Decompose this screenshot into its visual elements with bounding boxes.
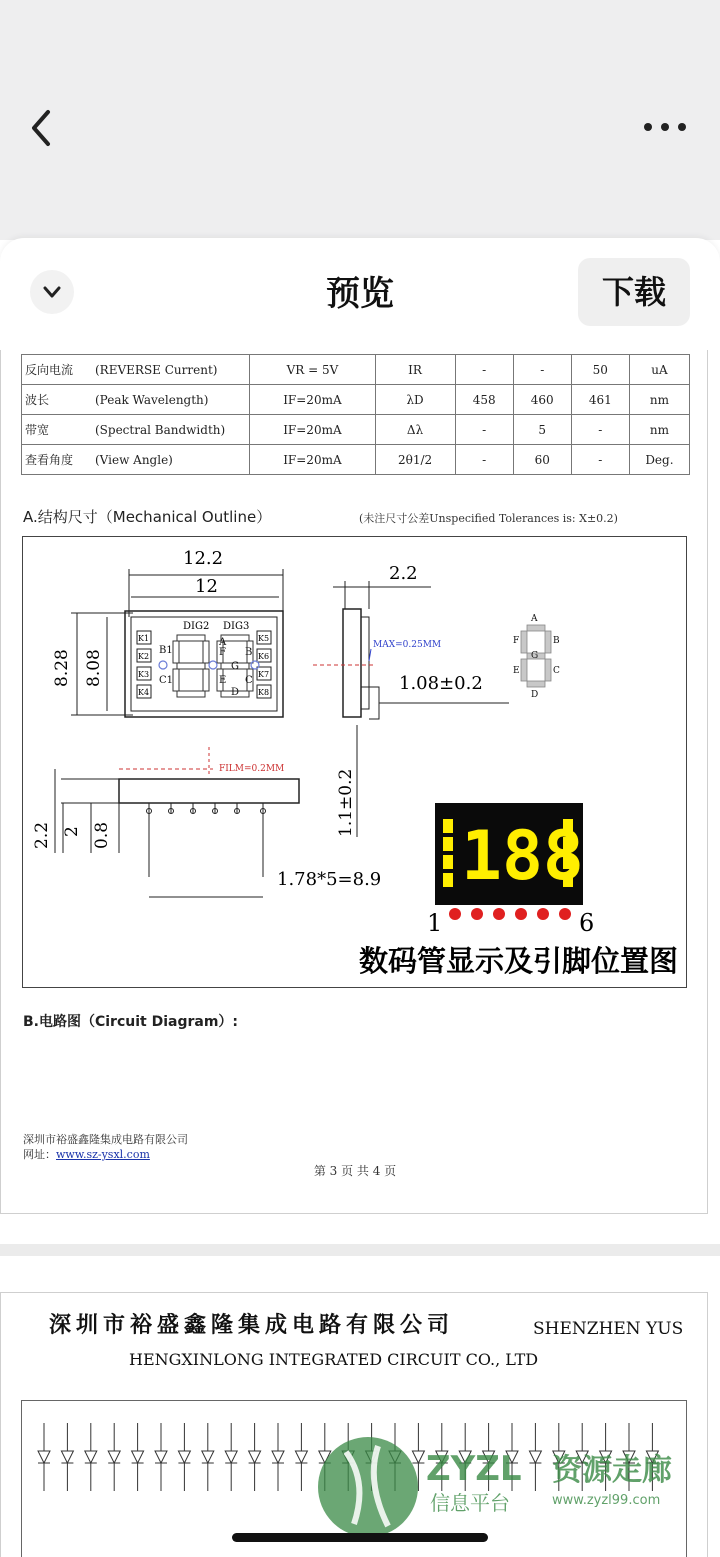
- seg-c1: C1: [159, 675, 174, 686]
- spec-name-zh: 查看角度: [25, 453, 74, 467]
- chevron-left-icon: [26, 104, 66, 152]
- spec-condition: IF=20mA: [250, 415, 375, 445]
- dim-2-2-top: 2.2: [389, 563, 418, 584]
- spec-symbol: λD: [375, 385, 455, 415]
- dim-pitch: 1.78*5=8.9: [277, 869, 382, 890]
- spec-name: [22, 445, 250, 475]
- website-link[interactable]: www.sz-ysxl.com: [56, 1148, 150, 1161]
- spec-min: -: [455, 355, 513, 385]
- more-icon: [640, 112, 690, 142]
- max-label: MAX=0.25MM: [373, 640, 442, 650]
- spec-typ: 5: [513, 415, 571, 445]
- footer-url: [23, 1146, 150, 1162]
- right-pin-label: K7: [258, 670, 270, 679]
- dim-1-08: 1.08±0.2: [399, 673, 483, 694]
- page-separator: [0, 1244, 720, 1256]
- sheet-title: 预览: [326, 274, 394, 314]
- right-pin-label: K6: [258, 652, 270, 661]
- top-nav-area: [0, 0, 720, 240]
- spec-min: -: [455, 445, 513, 475]
- right-pin-label: K8: [258, 688, 270, 697]
- spec-min: 458: [455, 385, 513, 415]
- led-digits: 188: [461, 817, 584, 896]
- spec-symbol: 2θ1/2: [375, 445, 455, 475]
- pin-first-label: 1: [427, 909, 443, 937]
- spec-name-en: (Spectral Bandwidth): [95, 423, 226, 437]
- seg-f-top: F: [219, 647, 226, 658]
- company-name-en-2: HENGXINLONG INTEGRATED CIRCUIT CO., LTD: [129, 1350, 539, 1369]
- seg-c-top: C: [245, 675, 253, 686]
- spec-symbol: IR: [375, 355, 455, 385]
- watermark-site: www.zyzl99.com: [552, 1493, 661, 1508]
- spec-max: 50: [571, 355, 629, 385]
- spec-row: [22, 445, 690, 475]
- spec-unit: uA: [629, 355, 689, 385]
- dim-12: 12: [195, 576, 218, 597]
- diode-symbol: [295, 1423, 307, 1491]
- dim-2-2-left: 2.2: [32, 821, 52, 849]
- spec-name: [22, 415, 250, 445]
- spec-max: 461: [571, 385, 629, 415]
- footer-company: 深圳市裕盛鑫隆集成电路有限公司: [23, 1133, 188, 1146]
- diode-symbol: [85, 1423, 97, 1491]
- diode-symbol: [38, 1423, 50, 1491]
- dim-2: 2: [62, 826, 82, 837]
- spec-name-en: (REVERSE Current): [95, 363, 218, 377]
- seg-b-top: B: [245, 647, 253, 658]
- spec-typ: -: [513, 355, 571, 385]
- seg-e-top: E: [219, 675, 227, 686]
- spec-unit: Deg.: [629, 445, 689, 475]
- watermark-logo: [318, 1432, 718, 1542]
- company-name-zh: 深圳市裕盛鑫隆集成电路有限公司: [49, 1313, 455, 1338]
- legend-seg-g: G: [531, 651, 539, 661]
- dig2-label: DIG2: [183, 621, 210, 632]
- legend-seg-d: D: [531, 690, 539, 700]
- left-pin-label: K3: [138, 670, 150, 679]
- diode-symbol: [178, 1423, 190, 1491]
- document-page-3: [0, 350, 708, 1214]
- spec-row: [22, 355, 690, 385]
- seg-a-top: A: [219, 637, 227, 648]
- diode-symbol: [272, 1423, 284, 1491]
- legend-seg-f: F: [513, 636, 520, 646]
- spec-typ: 460: [513, 385, 571, 415]
- spec-condition: IF=20mA: [250, 445, 375, 475]
- spec-row: [22, 415, 690, 445]
- spec-max: -: [571, 445, 629, 475]
- legend-seg-a: A: [531, 614, 538, 624]
- spec-symbol: Δλ: [375, 415, 455, 445]
- spec-min: -: [455, 415, 513, 445]
- tolerance-note: (未注尺寸公差Unspecified Tolerances is: X±0.2): [359, 512, 618, 525]
- left-pin-label: K4: [138, 688, 150, 697]
- footer-url-label: 网址：: [23, 1148, 56, 1161]
- home-indicator: [232, 1533, 488, 1542]
- left-pin-label: K1: [138, 634, 150, 643]
- company-name-en-1: SHENZHEN YUS: [533, 1319, 684, 1339]
- diode-symbol: [202, 1423, 214, 1491]
- display-caption: 数码管显示及引脚位置图: [359, 944, 679, 978]
- dim-8-28: 8.28: [52, 649, 72, 687]
- page-number: 第 3 页 共 4 页: [313, 1164, 397, 1178]
- spec-condition: VR = 5V: [250, 355, 375, 385]
- diode-symbol: [155, 1423, 167, 1491]
- spec-name-en: (Peak Wavelength): [95, 393, 209, 407]
- diode-symbol: [61, 1423, 73, 1491]
- back-button[interactable]: [26, 104, 66, 152]
- spec-max: -: [571, 415, 629, 445]
- section-b-title: B.电路图（Circuit Diagram）:: [23, 1014, 239, 1030]
- legend-seg-e: E: [513, 666, 520, 676]
- download-button[interactable]: 下载: [578, 258, 690, 326]
- mechanical-drawing: [22, 536, 687, 988]
- seg-d-top: D: [231, 687, 240, 698]
- spec-name: [22, 355, 250, 385]
- spec-row: [22, 385, 690, 415]
- film-label: FILM=0.2MM: [219, 764, 285, 774]
- seg-b1: B1: [159, 645, 173, 656]
- watermark-brand-zh: 资源走廊: [552, 1453, 672, 1488]
- spec-unit: nm: [629, 385, 689, 415]
- dim-12-2: 12.2: [183, 548, 224, 569]
- section-a-title: A.结构尺寸（Mechanical Outline）: [23, 508, 272, 526]
- diode-symbol: [249, 1423, 261, 1491]
- diode-symbol: [225, 1423, 237, 1491]
- watermark-sub: 信息平台: [430, 1491, 510, 1515]
- right-pin-label: K5: [258, 634, 270, 643]
- pin-last-label: 6: [579, 909, 595, 937]
- spec-name-zh: 反向电流: [25, 363, 74, 377]
- spec-table: [21, 354, 690, 475]
- legend-seg-c: C: [553, 666, 560, 676]
- left-pin-label: K2: [138, 652, 150, 661]
- watermark-brand: ZYZL: [426, 1449, 522, 1489]
- dim-8-08: 8.08: [84, 649, 104, 687]
- spec-typ: 60: [513, 445, 571, 475]
- dig3-label: DIG3: [223, 621, 250, 632]
- dim-0-8: 0.8: [92, 821, 112, 849]
- spec-unit: nm: [629, 415, 689, 445]
- spec-name-zh: 带宽: [25, 423, 50, 437]
- diode-symbol: [108, 1423, 120, 1491]
- spec-name-en: (View Angle): [95, 453, 173, 467]
- diode-symbol: [132, 1423, 144, 1491]
- spec-name: [22, 385, 250, 415]
- legend-seg-b: B: [553, 636, 560, 646]
- spec-name-zh: 波长: [25, 393, 50, 407]
- more-button[interactable]: [640, 112, 690, 142]
- seg-g-top: G: [231, 661, 239, 672]
- dim-1-1: 1.1±0.2: [336, 768, 356, 837]
- spec-condition: IF=20mA: [250, 385, 375, 415]
